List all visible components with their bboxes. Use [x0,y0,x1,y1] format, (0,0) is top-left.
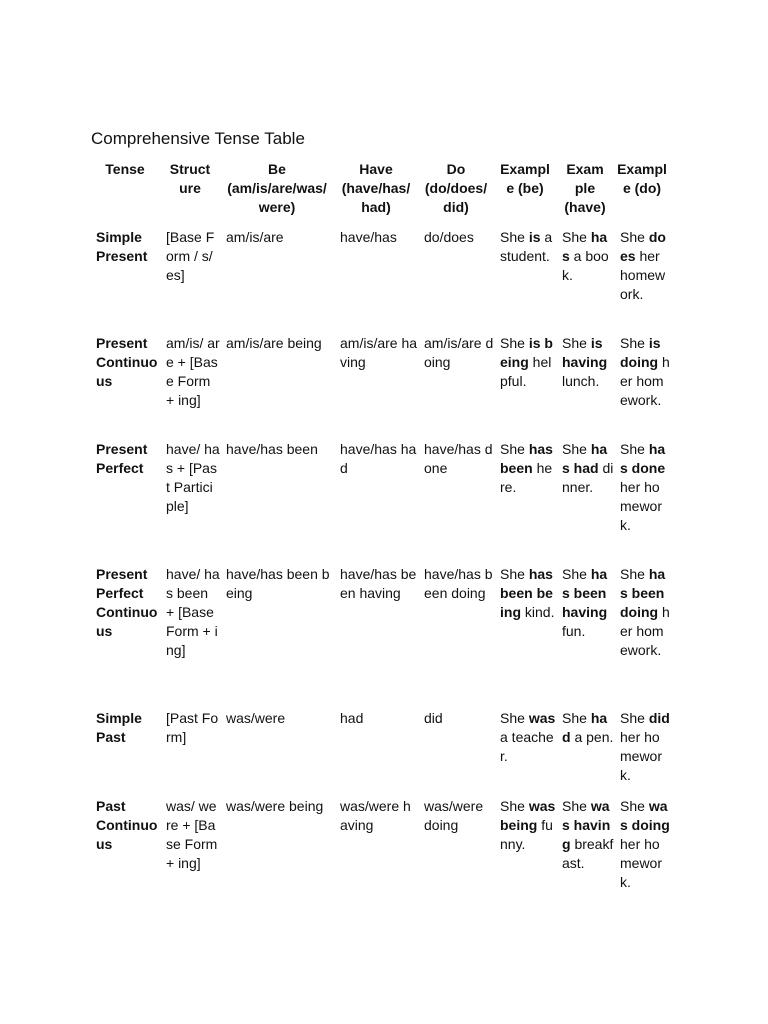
table-row [90,795,670,915]
structure-cell: was/ were + [Base Form + ing] [166,798,218,871]
example-have-cell: She has been having fun. [562,566,608,639]
have-form-cell: have/has been having [340,566,417,601]
header-example-have: Exam ple (have) [564,161,606,215]
table-row [90,332,670,438]
structure-cell: [Base Form / s/es] [166,229,215,283]
example-do-cell: She did her homework. [620,710,670,783]
example-be-cell: She has been being kind. [500,566,555,620]
example-be-cell: She was being funny. [500,798,556,852]
do-form-cell: have/has been doing [424,566,493,601]
table-row [90,707,670,795]
header-structure: Struct ure [169,161,211,196]
tense-name-cell: Present Perfect Continuous [96,566,158,639]
table-header-row [90,158,670,226]
tense-name-cell: Simple Present [96,229,148,264]
example-have-cell: She has a book. [562,229,609,283]
example-do-cell: She has done her homework. [620,441,666,533]
structure-cell: am/is/ are + [Base Form + ing] [166,335,220,408]
do-form-cell: have/has done [424,441,493,476]
tense-name-cell: Present Continuous [96,335,158,389]
be-form-cell: have/has been being [226,566,330,601]
example-do-cell: She is doing her homework. [620,335,670,408]
tense-table [90,158,670,915]
header-be: Be (am/is/are/was/ were) [227,161,327,215]
example-have-cell: She is having lunch. [562,335,608,389]
be-form-cell: was/were [226,710,286,726]
table-row [90,438,670,563]
be-form-cell: am/is/are [226,229,284,245]
do-form-cell: am/is/are doing [424,335,494,370]
example-do-cell: She does her homework. [620,229,666,302]
structure-cell: have/ has been + [Base Form + ing] [166,566,220,658]
be-form-cell: was/were being [226,798,324,814]
example-do-cell: She was doing her homework. [620,798,670,890]
be-form-cell: am/is/are being [226,335,322,351]
example-be-cell: She is being helpful. [500,335,553,389]
page-title: Comprehensive Tense Table [91,129,305,148]
have-form-cell: am/is/are having [340,335,418,370]
example-be-cell: She is a student. [500,229,553,264]
tense-name-cell: Simple Past [96,710,142,745]
tense-name-cell: Past Continuous [96,798,158,852]
example-do-cell: She has been doing her homework. [620,566,670,658]
tense-name-cell: Present Perfect [96,441,148,476]
structure-cell: [Past Form] [166,710,219,745]
table-row [90,563,670,707]
example-be-cell: She has been here. [500,441,553,495]
structure-cell: have/ has + [Past Participle] [166,441,220,514]
do-form-cell: was/were doing [424,798,484,833]
example-have-cell: She was having breakfast. [562,798,614,871]
header-tense: Tense [105,161,145,177]
table-row [90,226,670,332]
be-form-cell: have/has been [226,441,318,457]
have-form-cell: was/were having [340,798,411,833]
example-have-cell: She has had dinner. [562,441,614,495]
table-body [90,226,670,915]
example-have-cell: She had a pen. [562,710,614,745]
do-form-cell: did [424,710,443,726]
have-form-cell: have/has [340,229,397,245]
header-do: Do (do/does/ did) [424,161,488,215]
header-example-be: Exampl e (be) [500,161,550,196]
header-example-do: Exampl e (do) [617,161,667,196]
do-form-cell: do/does [424,229,474,245]
have-form-cell: have/has had [340,441,417,476]
example-be-cell: She was a teacher. [500,710,556,764]
header-have: Have (have/has/ had) [341,161,411,215]
have-form-cell: had [340,710,364,726]
